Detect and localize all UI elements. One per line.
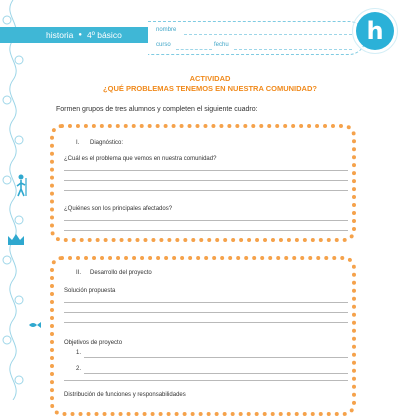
person-with-staff-icon (14, 174, 30, 198)
objective-line[interactable] (84, 357, 348, 358)
fish-icon (28, 321, 42, 329)
roles-label: Distribución de funciones y responsabilidades (64, 392, 186, 398)
course-label: curso (156, 42, 171, 48)
section2-heading: Desarrollo del proyecto (90, 270, 152, 276)
subject-banner (0, 27, 148, 43)
date-label: fechu (214, 42, 229, 48)
section1-heading: Diagnóstico: (90, 140, 124, 146)
project-box (50, 256, 356, 416)
name-label: nombre (156, 27, 177, 33)
question-affected: ¿Quiénes son los principales afectados? (64, 206, 173, 212)
answer-line[interactable] (64, 180, 348, 181)
answer-line[interactable] (64, 190, 348, 191)
answer-line[interactable] (64, 220, 348, 221)
objectives-label: Objetivos de proyecto (64, 340, 123, 346)
separator-dot: ● (78, 32, 83, 38)
grade-label: 4º básico (87, 30, 122, 40)
objective-number-2: 2. (76, 366, 82, 372)
activity-subtitle: ¿QUÉ PROBLEMAS TENEMOS EN NUESTRA COMUNIDAD? (103, 84, 317, 93)
objective-number-1: 1. (76, 350, 82, 356)
h-logo-icon: h (356, 12, 394, 50)
answer-line[interactable] (64, 312, 348, 313)
answer-line[interactable] (64, 230, 348, 231)
section2-numeral: II. (76, 270, 82, 276)
instruction-text: Formen grupos de tres alumnos y completen el siguiente cuadro: (56, 106, 258, 113)
diagnosis-box (50, 124, 356, 242)
question-problem: ¿Cuál es el problema que vemos en nuestra comunidad? (64, 156, 217, 162)
crown-icon (6, 232, 26, 246)
subject-label: historia (46, 30, 74, 40)
answer-line[interactable] (64, 170, 348, 171)
solution-label: Solución propuesta (64, 288, 116, 294)
name-field[interactable] (184, 34, 352, 35)
objective-line[interactable] (84, 373, 348, 374)
section1-numeral: I. (76, 140, 80, 146)
course-field[interactable] (176, 49, 212, 50)
answer-line[interactable] (64, 380, 348, 381)
date-field[interactable] (234, 49, 352, 50)
answer-line[interactable] (64, 322, 348, 323)
answer-line[interactable] (64, 302, 348, 303)
swirl-pattern (0, 0, 26, 400)
activity-title: ACTIVIDAD (189, 74, 231, 83)
